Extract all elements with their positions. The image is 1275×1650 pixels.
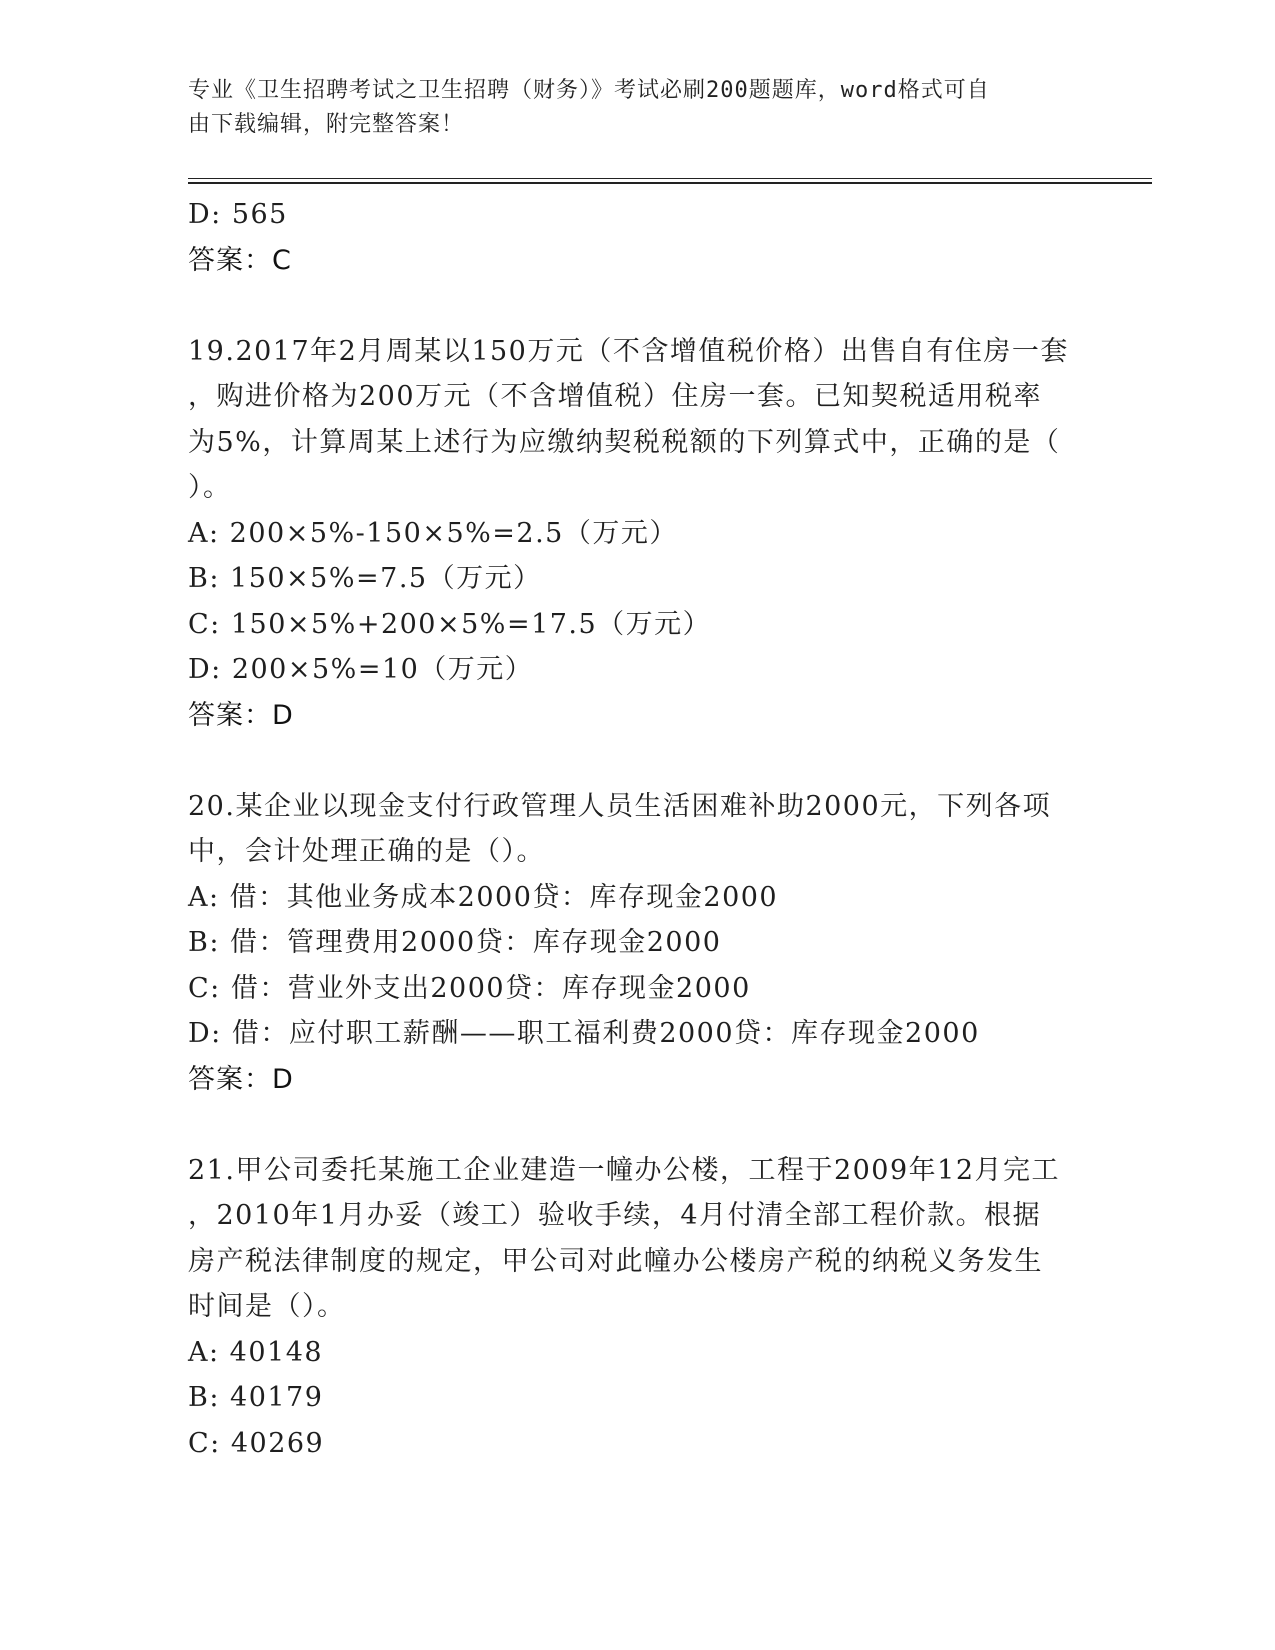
- option-c: C: 40269: [188, 1427, 325, 1459]
- question-text: 中，会计处理正确的是（）。: [188, 836, 545, 867]
- option-b: B: 150×5%=7.5（万元）: [188, 563, 542, 594]
- question-text: ，2010年1月办妥（竣工）验收手续，4月付清全部工程价款。根据: [188, 1200, 1042, 1231]
- question-block: [188, 784, 1088, 1103]
- answer-line: 答案：C: [188, 244, 292, 276]
- header-divider-thick: [188, 182, 1152, 184]
- option-a: A: 借：其他业务成本2000贷：库存现金2000: [188, 881, 779, 913]
- spacer: [188, 1102, 1088, 1148]
- question-text: ，购进价格为200万元（不含增值税）住房一套。已知契税适用税率: [188, 381, 1043, 412]
- option-d: D: 借：应付职工薪酬——职工福利费2000贷：库存现金2000: [188, 1018, 980, 1049]
- answer-line: 答案：D: [188, 1063, 294, 1095]
- spacer: [188, 738, 1088, 784]
- question-text: 19.2017年2月周某以150万元（不含增值税价格）出售自有住房一套: [188, 335, 1069, 367]
- spacer: [188, 283, 1088, 329]
- page-header: [188, 74, 1088, 142]
- question-block: [188, 1148, 1088, 1467]
- header-line-2: 由下载编辑，附完整答案！: [188, 112, 465, 137]
- question-text: ）。: [188, 472, 232, 503]
- option-d: D: 200×5%=10（万元）: [188, 654, 534, 685]
- option-c: C: 150×5%+200×5%=17.5（万元）: [188, 608, 712, 640]
- option-a: A: 40148: [188, 1336, 324, 1368]
- question-block: [188, 192, 1088, 283]
- question-text: 20.某企业以现金支付行政管理人员生活困难补助2000元，下列各项: [188, 790, 1052, 822]
- option-a: A: 200×5%-150×5%=2.5（万元）: [188, 517, 678, 549]
- option-d: D: 565: [188, 199, 288, 230]
- header-line-1: 专业《卫生招聘考试之卫生招聘（财务）》考试必刷200题题库，word格式可自: [188, 78, 990, 103]
- question-text: 房产税法律制度的规定，甲公司对此幢办公楼房产税的纳税义务发生: [188, 1245, 1043, 1277]
- question-block: [188, 329, 1088, 739]
- question-content: [188, 192, 1088, 1466]
- answer-line: 答案：D: [188, 699, 294, 731]
- question-text: 21.甲公司委托某施工企业建造一幢办公楼，工程于2009年12月完工: [188, 1154, 1061, 1186]
- header-divider: [188, 178, 1152, 179]
- option-c: C: 借：营业外支出2000贷：库存现金2000: [188, 972, 751, 1004]
- option-b: B: 40179: [188, 1382, 324, 1413]
- question-text: 为5%，计算周某上述行为应缴纳契税税额的下列算式中，正确的是（: [188, 426, 1061, 458]
- question-text: 时间是（）。: [188, 1291, 346, 1322]
- option-b: B: 借：管理费用2000贷：库存现金2000: [188, 927, 722, 958]
